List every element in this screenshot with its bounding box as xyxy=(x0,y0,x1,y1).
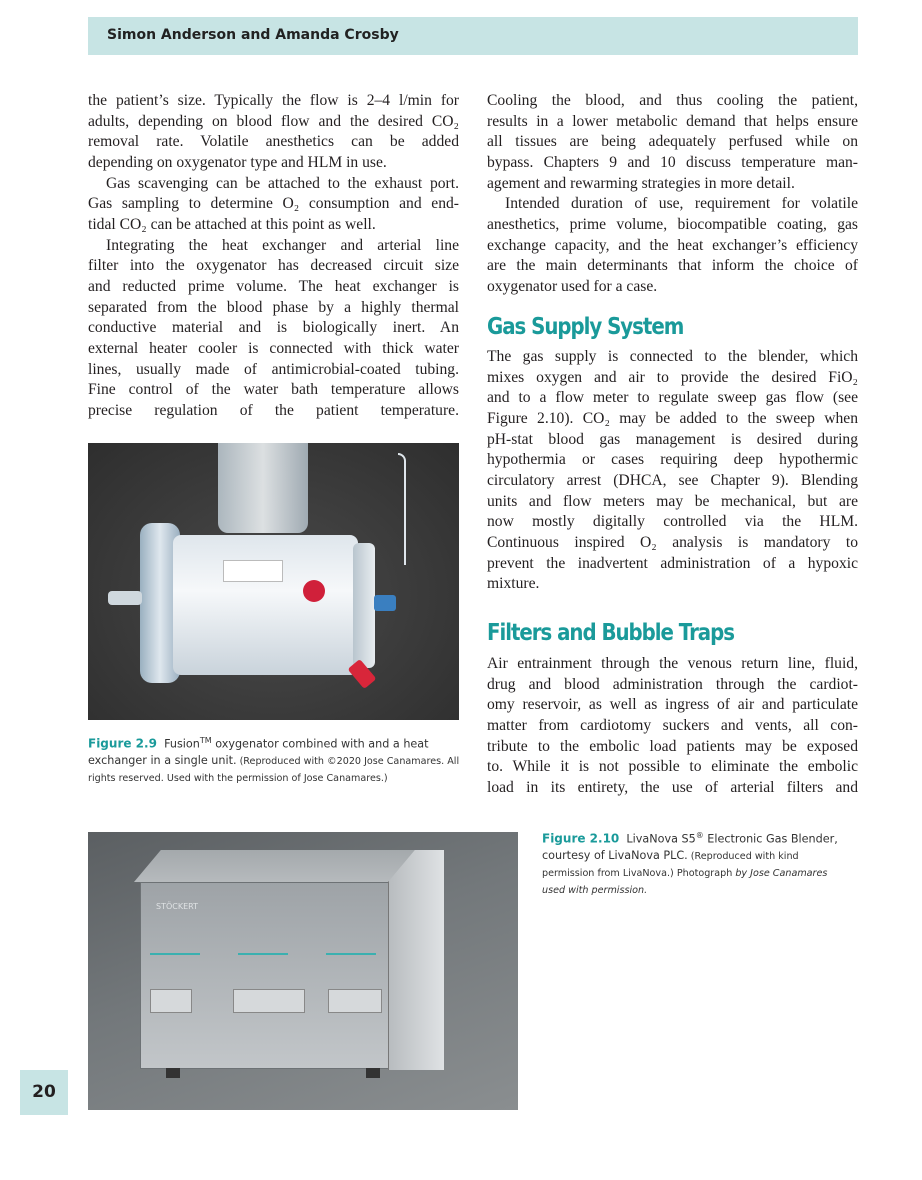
caption-title: Fusion xyxy=(164,737,200,751)
heading-filters-bubble-traps: Filters and Bubble Traps xyxy=(487,620,734,646)
caption-title-rest: Electronic Gas Blender, courtesy of LivaNova PLC. xyxy=(542,832,838,862)
figure-2-10-caption xyxy=(542,828,842,899)
text-line: drug and blood administration through the cardiot- xyxy=(487,675,858,693)
text-line: lines, usually made of antimicrobial-coated tubing. xyxy=(88,360,459,378)
text-line: bypass. Chapters 9 and 10 discuss temperature man- xyxy=(487,153,858,171)
figure-label: Figure 2.9 xyxy=(88,736,157,751)
text-line: The gas supply is connected to the blender, which xyxy=(487,348,858,365)
text-line: Cooling the blood, and thus cooling the patient, xyxy=(487,92,858,109)
figure-label: Figure 2.10 xyxy=(542,831,620,846)
text-line: load in its entirety, the use of arterial filters and xyxy=(487,778,858,796)
text-line: anesthetics, prime volume, biocompatible coating, gas xyxy=(487,215,858,233)
caption-title: LivaNova S5 xyxy=(626,832,696,846)
caption-credit: (Reproduced with kind permission from LivaNova.) Photograph xyxy=(542,850,799,879)
text-line: removal rate. Volatile anesthetics can be added xyxy=(88,133,459,151)
text-line: oxygenator used for a case. xyxy=(487,277,658,295)
text-line: Gas sampling to determine O₂ consumption and end- xyxy=(88,195,459,213)
text-line: adults, depending on blood flow and the desired CO₂ xyxy=(88,112,459,130)
text-line: Gas scavenging can be attached to the exhaust port. xyxy=(106,174,459,192)
text-line: and to a flow meter to regulate sweep gas flow (see xyxy=(487,389,858,407)
text-line: Integrating the heat exchanger and arterial line xyxy=(106,236,459,254)
caption-credit: (Reproduced with ©2020 Jose Canamares. All rights reserved. Used with the permission of Jose Canamares.) xyxy=(88,755,460,784)
page-number: 20 xyxy=(20,1070,68,1115)
caption-credit-italic: by Jose Canamares used with permission. xyxy=(542,867,828,896)
filters-text xyxy=(487,654,858,799)
text-line: to. While it is not possible to eliminate the embolic xyxy=(487,758,858,776)
header-authors: Simon Anderson and Amanda Crosby xyxy=(107,27,399,43)
text-line: matter from cardiotomy suckers and vents, all con- xyxy=(487,716,858,734)
figure-2-9-photo-oxygenator xyxy=(88,443,459,720)
text-line: all tissues are being adequately perfused while on xyxy=(487,133,858,151)
text-line: units and flow meters may be mechanical, but are xyxy=(487,492,858,510)
text-line: the patient’s size. Typically the flow is 2–4 l/min for xyxy=(88,92,459,109)
text-line: exchange capacity, and the heat exchanger’s efficiency xyxy=(487,236,858,254)
text-line: depending on oxygenator type and HLM in use. xyxy=(88,153,387,171)
gas-supply-text xyxy=(487,347,858,595)
text-line: and reducted prime volume. The heat exchanger is xyxy=(88,277,459,295)
text-line: tidal CO₂ can be attached at this point as well. xyxy=(88,215,376,233)
text-line: pH-stat blood gas management is desired during xyxy=(487,430,858,448)
text-line: mixture. xyxy=(487,575,540,593)
text-line: separated from the blood phase by a highly thermal xyxy=(88,298,459,316)
text-line: precise regulation of the patient temperature. xyxy=(88,401,459,419)
text-line: circulatory arrest (DHCA, see Chapter 9). Blending xyxy=(487,471,858,489)
text-line: conductive material and is biologically inert. An xyxy=(88,319,459,337)
running-header xyxy=(88,17,858,55)
text-line: results in a lower metabolic demand that helps ensure xyxy=(487,112,858,130)
caption-title-rest: oxygenator combined with and a heat exchanger in a single unit. xyxy=(88,737,429,767)
text-line: filter into the oxygenator has decreased circuit size xyxy=(88,257,459,275)
text-line: now mostly digitally controlled via the HLM. xyxy=(487,513,858,531)
text-line: hypothermia or cases requiring deep hypothermic xyxy=(487,451,858,469)
text-line: agement and rewarming strategies in more detail. xyxy=(487,174,795,192)
text-line: Air entrainment through the venous return line, fluid, xyxy=(487,655,858,672)
right-column-text xyxy=(487,91,858,298)
heading-gas-supply-system: Gas Supply System xyxy=(487,314,684,340)
text-line: are the main determinants that inform the choice of xyxy=(487,257,858,275)
text-line: omy reservoir, as well as ingress of air and particulate xyxy=(487,696,858,714)
text-line: tribute to the embolic load patients may be exposed xyxy=(487,737,858,755)
text-line: mixes oxygen and air to provide the desired FiO₂ xyxy=(487,368,858,386)
figure-2-9-caption xyxy=(88,733,468,787)
text-line: Figure 2.10). CO₂ may be added to the sweep when xyxy=(487,409,858,427)
text-line: Intended duration of use, requirement for volatile xyxy=(505,195,858,213)
registered-sup: ® xyxy=(695,831,704,840)
text-line: external heater cooler is connected with thick water xyxy=(88,339,459,357)
text-line: Fine control of the water bath temperature allows xyxy=(88,381,459,399)
text-line: Continuous inspired O₂ analysis is mandatory to xyxy=(487,533,858,551)
device-brand: STÖCKERT xyxy=(156,902,199,911)
left-column-text xyxy=(88,91,459,422)
trademark-sup: TM xyxy=(199,736,212,745)
figure-2-10-photo-gas-blender xyxy=(88,832,518,1110)
text-line: prevent the inadvertent administration of a hypoxic xyxy=(487,554,858,572)
